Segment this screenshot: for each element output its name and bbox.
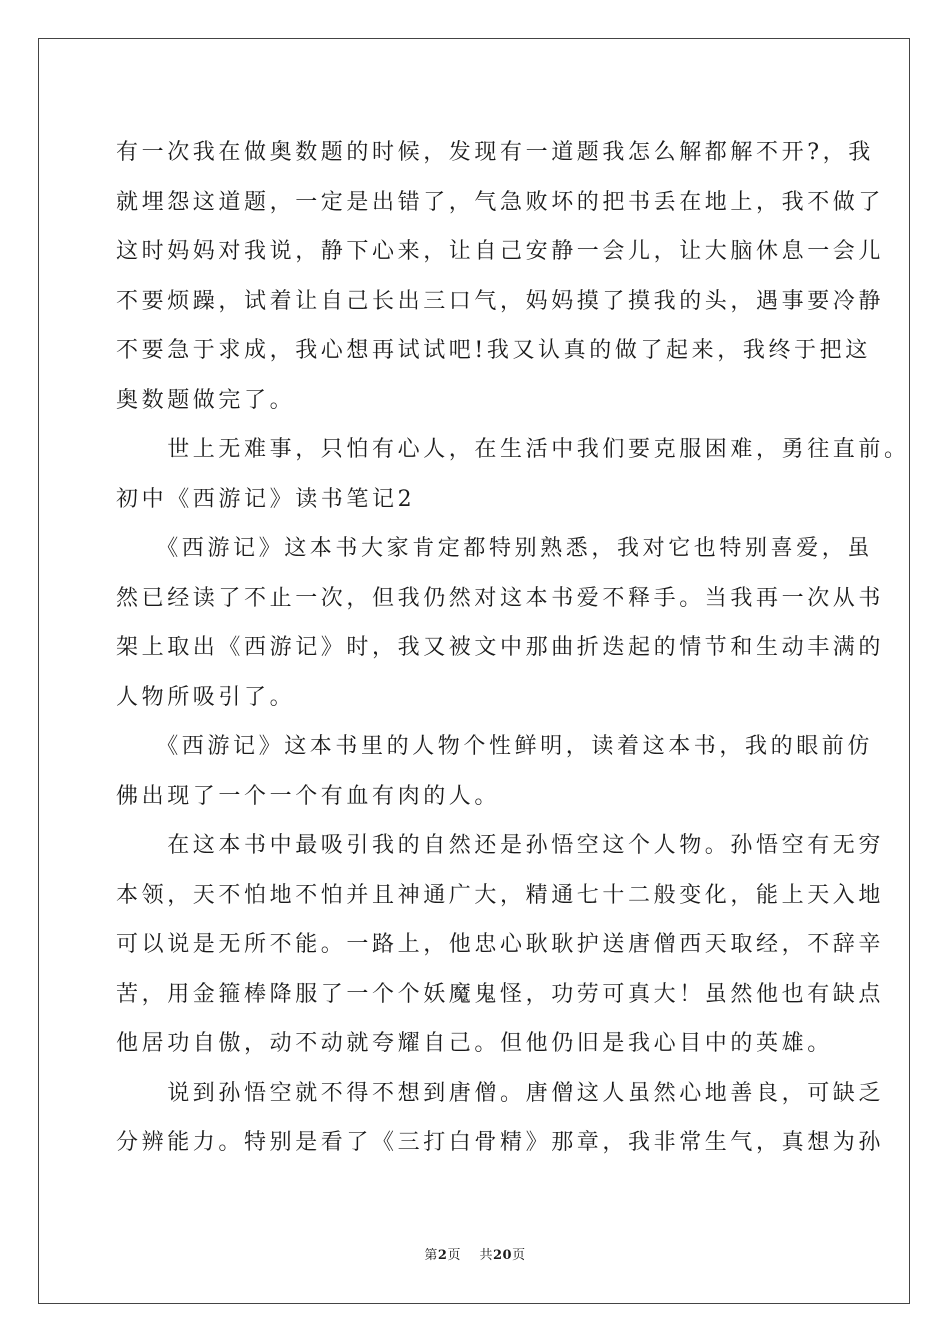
text-line: 可以说是无所不能。一路上，他忠心耿耿护送唐僧西天取经，不辞辛 (116, 932, 885, 957)
text-line: 《西游记》这本书大家肯定都特别熟悉，我对它也特别喜爱，虽 (116, 536, 874, 561)
text-line: 就埋怨这道题，一定是出错了，气急败坏的把书丢在地上，我不做了 (116, 189, 885, 215)
page-prefix: 第 (424, 1248, 438, 1263)
document-body (116, 128, 910, 1168)
text-line: 不要急于求成，我心想再试试吧!我又认真的做了起来，我终于把这 (116, 338, 871, 363)
page-suffix: 页 (447, 1248, 461, 1263)
text-line: 不要烦躁，试着让自己长出三口气，妈妈摸了摸我的头，遇事要冷静 (116, 288, 885, 314)
text-line: 有一次我在做奥数题的时候，发现有一道题我怎么解都解不开?，我 (116, 140, 874, 165)
text-line: 说到孙悟空就不得不想到唐僧。唐僧这人虽然心地善良，可缺乏 (116, 1080, 885, 1106)
total-prefix: 共 (479, 1248, 493, 1263)
text-line: 架上取出《西游记》时，我又被文中那曲折迭起的情节和生动丰满的 (116, 635, 885, 660)
total-pages: 20 (493, 1248, 513, 1263)
text-line: 佛出现了一个一个有血有肉的人。 (116, 783, 501, 809)
text-line: 在这本书中最吸引我的自然还是孙悟空这个人物。孙悟空有无穷 (116, 833, 885, 858)
text-line: 人物所吸引了。 (116, 684, 296, 710)
text-line: 然已经读了不止一次，但我仍然对这本书爱不释手。当我再一次从书 (116, 585, 885, 611)
section-heading: 初中《西游记》读书笔记2 (116, 486, 416, 512)
total-suffix: 页 (512, 1248, 526, 1263)
text-line: 苦，用金箍棒降服了一个个妖魔鬼怪，功劳可真大！虽然他也有缺点 (116, 981, 885, 1007)
text-line: 这时妈妈对我说，静下心来，让自己安静一会儿，让大脑休息一会儿 (116, 239, 885, 264)
page-footer (0, 1244, 950, 1263)
text-line: 奥数题做完了。 (116, 387, 296, 413)
text-line: 《西游记》这本书里的人物个性鲜明，读着这本书，我的眼前仿 (116, 734, 874, 759)
text-line: 分辨能力。特别是看了《三打白骨精》那章，我非常生气，真想为孙 (116, 1130, 885, 1155)
text-line: 本领，天不怕地不怕并且神通广大，精通七十二般变化，能上天入地 (116, 882, 885, 908)
text-line: 他居功自傲，动不动就夸耀自己。但他仍旧是我心目中的英雄。 (116, 1031, 833, 1056)
page-number: 2 (437, 1248, 448, 1263)
text-line: 世上无难事，只怕有心人，在生活中我们要克服困难，勇往直前。 (116, 437, 910, 462)
